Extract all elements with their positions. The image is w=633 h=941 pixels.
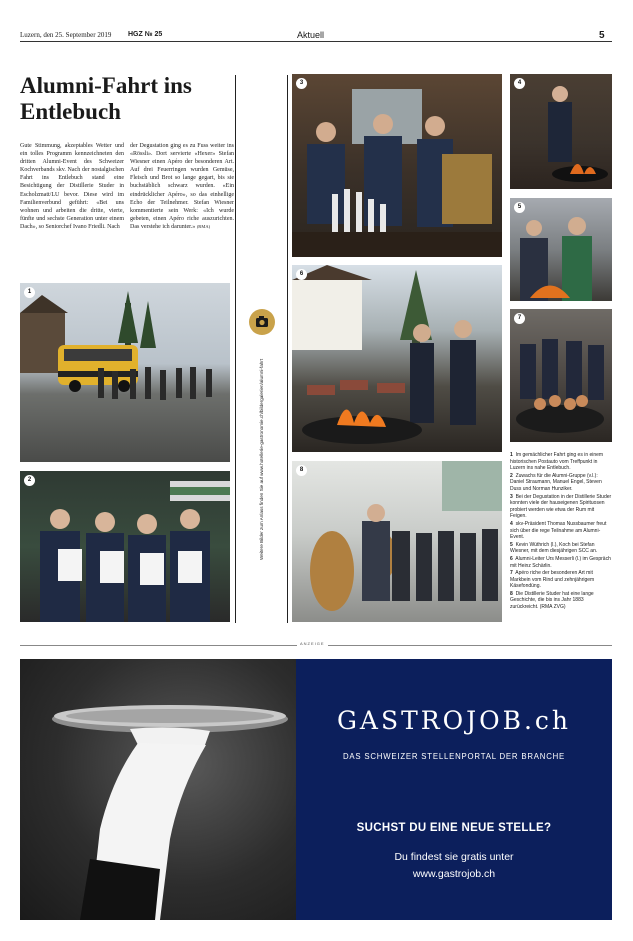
photo-number: 7: [514, 313, 525, 324]
page-number: 5: [599, 30, 605, 41]
dateline: Luzern, den 25. September 2019: [20, 31, 112, 39]
article-column-2: [130, 142, 234, 231]
ad-panel[interactable]: [296, 659, 612, 920]
caption-1: 1 Im gemächlicher Fahrt ging es in einem historischen Postauto vom Treffpunkt in Luzern ins nahe Entlebuch.: [510, 452, 604, 472]
photo-number: 1: [24, 287, 35, 298]
column-rule: [235, 75, 236, 623]
header-rule: [20, 41, 612, 42]
caption-8: 8 Die Distillerie Studer hat eine lange Geschichte, die bis ins Jahr 1883 zurückreicht. (RMA ZVG): [510, 590, 594, 611]
photo-number: 4: [514, 78, 525, 89]
caption-6: 6 Alumni-Leiter Urs Messerli (l.) im Gespräch mit Heinz Schärlin.: [510, 555, 611, 569]
article-column-1: [20, 142, 124, 231]
photo-distillerie: [292, 461, 502, 622]
photo-degustation: [292, 74, 502, 257]
photo-number: 5: [514, 202, 525, 213]
article-signature: (RMA): [196, 223, 211, 229]
caption-2: 2 Zuwachs für die Alumni-Gruppe (v.l.): Daniel Straumann, Manuel Engel, Steven Duss und Norman Hunziker.: [510, 472, 602, 492]
gallery-link-text: Weitere Bilder zum Anlass finden Sie auf www.hotellerie-gastronomie.ch/bildergalerien/alumni-fahrt: [259, 358, 264, 560]
article-title: Alumni-Fahrt ins Entlebuch: [20, 73, 192, 124]
caption-5: 5 Kevin Wüthrich (l.), Koch bei Stefan Wiesner, mit dem diesjährigen SCC an.: [510, 541, 598, 555]
photo-apero-riche: [510, 309, 612, 442]
gallery-link-note[interactable]: [259, 345, 267, 560]
ad-subtitle: DAS SCHWEIZER STELLENPORTAL DER BRANCHE: [342, 752, 566, 761]
ad-line-1: Du findest sie gratis unter: [394, 851, 514, 863]
photo-chef: [510, 198, 612, 301]
camera-icon: [249, 309, 275, 335]
photo-number: 6: [296, 269, 307, 280]
photo-president: [510, 74, 612, 189]
caption-4: 4 skv-Präsident Thomas Nussbaumer freut sich über die rege Teilnahme am Alumni-Event.: [510, 520, 607, 541]
ad-url[interactable]: www.gastrojob.ch: [412, 868, 496, 880]
photo-number: 3: [296, 78, 307, 89]
caption-7: 7 Apéro riche der besonderen Art mit Markbein vom Rind und zehnjährigem Käsefondüng.: [510, 570, 595, 590]
ad-image-tray: [20, 659, 296, 920]
ad-question: SUCHST DU EINE NEUE STELLE?: [356, 822, 552, 834]
article-text-1: Gute Stimmung, akzeptables Wetter und ein tolles Programm kennzeichneten den dritten Alumni-Event des Schweizer Kochverbands skv. Nach der nostalgischen Fahrt ins Entlebuch stand eine Besichtigung der Distillerie Studer in Escholzmatt/LU bevor. Diese wird im Familienverbund geführt: «Bei uns wohnen und arbeiten die dritte, vierte, fünfte und sechste Generation unter einem Dach», so Seniorchef Ivano Friedli. Nach: [20, 143, 124, 230]
issue-number: HGZ № 25: [128, 31, 163, 38]
ad-brand-logo: GASTROJOB.ch: [336, 706, 572, 735]
photo-feuerring: [292, 265, 502, 452]
ad-separator-label: ANZEIGE: [297, 641, 328, 646]
photo-postauto: [20, 283, 230, 462]
column-rule: [287, 75, 288, 623]
article-text-2: der Degustation ging es zu Fuss weiter ins «Rössli». Dort servierte «Hexer» Stefan Wiesner einen Apéro der besonderen Art. Auf drei Feuerringen wurden Gemüse, Fleisch und Brot so lange gegart, bis sie buchstäblich schwarz wurden. «Ein eindrücklicher Apéro», so das einhellige Echo der Teilnehmer. Stefan Wiesner kommentierte sein Werk: «Ich wurde gebeten, einen Apéro riche auszurichten. Das verstehe ich darunter.»: [130, 143, 234, 230]
caption-3: 3 Bei der Degustation in der Distillerie Studer konnten viele der hauseigenen Spirituosen probiert werden wie etwa der Rum mit Feigen.: [510, 493, 612, 520]
photo-number: 2: [24, 475, 35, 486]
photo-number: 8: [296, 465, 307, 476]
photo-captions: [510, 452, 612, 612]
caption-signature: (RMA ZVG): [539, 604, 566, 611]
section-title: Aktuell: [297, 30, 325, 40]
photo-alumni-group: [20, 471, 230, 622]
